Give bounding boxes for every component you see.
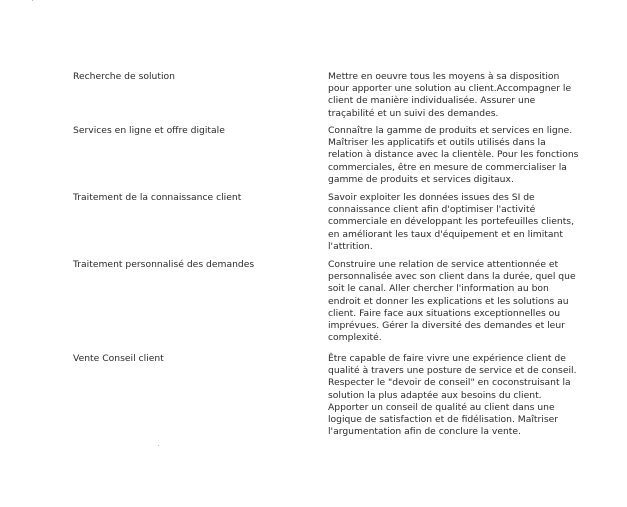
description-line: Mettre en oeuvre tous les moyens à sa disposition xyxy=(328,71,560,82)
description-line: pour apporter une solution au client.Accompagner le xyxy=(328,83,572,95)
competency-description xyxy=(328,71,620,120)
competency-label: Vente Conseil client xyxy=(73,353,164,364)
description-line: en améliorant les taux d'équipement et en limitant xyxy=(328,228,563,240)
description-line: l'attrition. xyxy=(328,240,373,252)
description-line: connaissance client afin d'optimiser l'activité xyxy=(328,204,536,216)
competency-label: Traitement personnalisé des demandes xyxy=(73,259,255,270)
competency-description xyxy=(328,353,620,438)
description-line: traçabilité et un suivi des demandes. xyxy=(328,107,499,119)
description-line: client. Faire face aux situations exceptionnelles ou xyxy=(328,307,561,319)
description-line: gamme de produits et services digitaux. xyxy=(328,173,514,185)
description-line: relation à distance avec la clientèle. Pour les fonctions xyxy=(328,149,579,161)
description-line: Respecter le "devoir de conseil" en coconstruisant la xyxy=(328,377,571,389)
description-line: Être capable de faire vivre une expérience client de xyxy=(328,353,566,364)
description-line: client de manière individualisée. Assurer une xyxy=(328,95,536,107)
description-line: Apporter un conseil de qualité au client dans une xyxy=(328,401,555,413)
competency-description xyxy=(328,125,620,186)
scan-artifact xyxy=(158,445,159,446)
description-line: Construire une relation de service attentionnée et xyxy=(328,259,559,270)
scan-artifact xyxy=(32,0,33,1)
competency-label: Services en ligne et offre digitale xyxy=(73,125,225,136)
description-line: soit le canal. Aller chercher l'information au bon xyxy=(328,283,549,295)
description-line: Maîtriser les applicatifs et outils utilisés dans la xyxy=(328,137,546,149)
description-line: Savoir exploiter les données issues des SI de xyxy=(328,192,535,203)
competency-description xyxy=(328,192,620,253)
description-line: personnalisée avec son client dans la durée, quel que xyxy=(328,271,576,283)
description-line: imprévues. Gérer la diversité des demandes et leur xyxy=(328,320,565,332)
description-line: Connaître la gamme de produits et services en ligne. xyxy=(328,125,573,136)
competency-description xyxy=(328,259,620,344)
competency-label: Traitement de la connaissance client xyxy=(73,192,242,203)
description-line: complexité. xyxy=(328,332,382,344)
description-line: logique de satisfaction et de fidélisation. Maîtriser xyxy=(328,414,559,426)
description-line: commerciales, être en mesure de commercialiser la xyxy=(328,161,567,173)
description-line: commerciale en développant les portefeuilles clients, xyxy=(328,216,575,228)
description-line: l'argumentation afin de conclure la vente. xyxy=(328,426,521,438)
competency-label: Recherche de solution xyxy=(73,71,175,82)
description-line: endroit et donner les explications et les solutions au xyxy=(328,295,569,307)
description-line: qualité à travers une posture de service et de conseil. xyxy=(328,365,577,377)
description-line: solution la plus adaptée aux besoins du client. xyxy=(328,389,542,401)
